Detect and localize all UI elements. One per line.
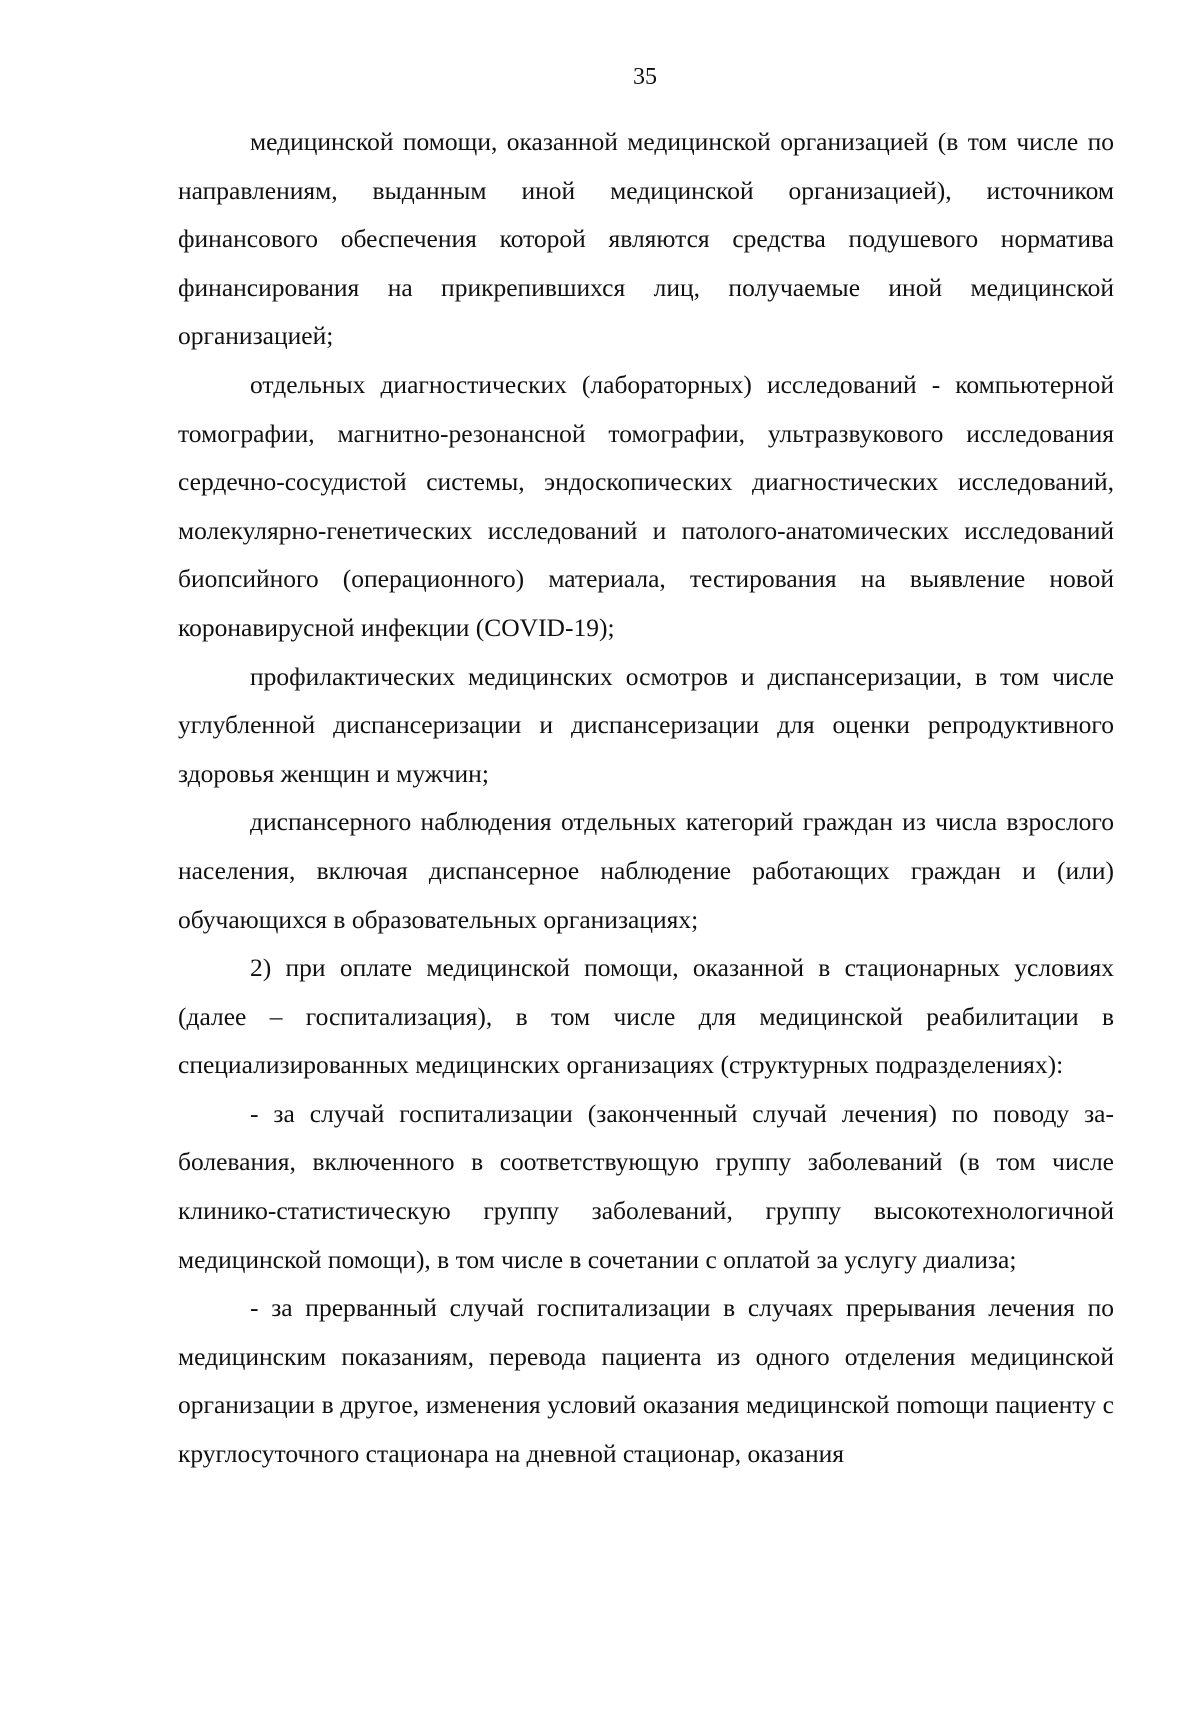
paragraph-inpatient-payment: 2) при оплате медицинской помощи, оказанной в стационарных условиях (далее – госпитализация), в том числе для медицинской реабилитации в специализированных медицинских организациях (структурных подразделениях): [178,953,1114,1080]
document-body [178,118,1114,1479]
paragraph-continuation: медицинской помощи, оказанной медицинской организацией (в том числе по направлениям, выданным иной медицинской организацией), источником финансового обеспечения которой являются средства подушевого норматива финансирования на прикрепившихся лиц, получаемые иной медицинской организацией; [178,127,1114,351]
paragraph-hospitalization-case: - за случай госпитализации (законченный случай лечения) по поводу заболевания, включенного в соответствующую группу заболеваний (в том числе клинико-статистическую группу заболеваний, группу высокотехнологичной медицинской помощи), в том числе в сочетании с оплатой за услугу диализа; [178,1098,1114,1274]
paragraph-preventive-exams: профилактических медицинских осмотров и диспансеризации, в том числе углубленной диспансеризации и диспансеризации для оценки репродуктивного здоровья женщин и мужчин; [178,661,1114,788]
paragraph-interrupted-hospitalization: - за прерванный случай госпитализации в случаях прерывания лечения по медицинским показаниям, перевода пациента из одного отделения медицинской организации в другое, изменения условий оказания медицинской поmощи пациенту с круглосуточного стационара на дневной стационар, оказания [178,1293,1114,1469]
paragraph-dispensary-observation: диспансерного наблюдения отдельных категорий граждан из числа взрослого населения, включая диспансерное наблюдение работающих граждан и (или) обучающихся в образовательных организациях; [178,807,1114,934]
page-number: 35 [633,64,657,90]
paragraph-diagnostic-studies: отдельных диагностических (лабораторных) исследований - компьютерной томографии, магнитно-резонансной томографии, ультразвукового исследования сердечно-сосудистой системы, эндоскопических диагностических исследований, молекулярно-генетических исследований и патолого-анатомических исследований биопсийного (операционного) материала, тестирования на выявление новой коронавирусной инфекции (COVID-19); [178,369,1114,642]
